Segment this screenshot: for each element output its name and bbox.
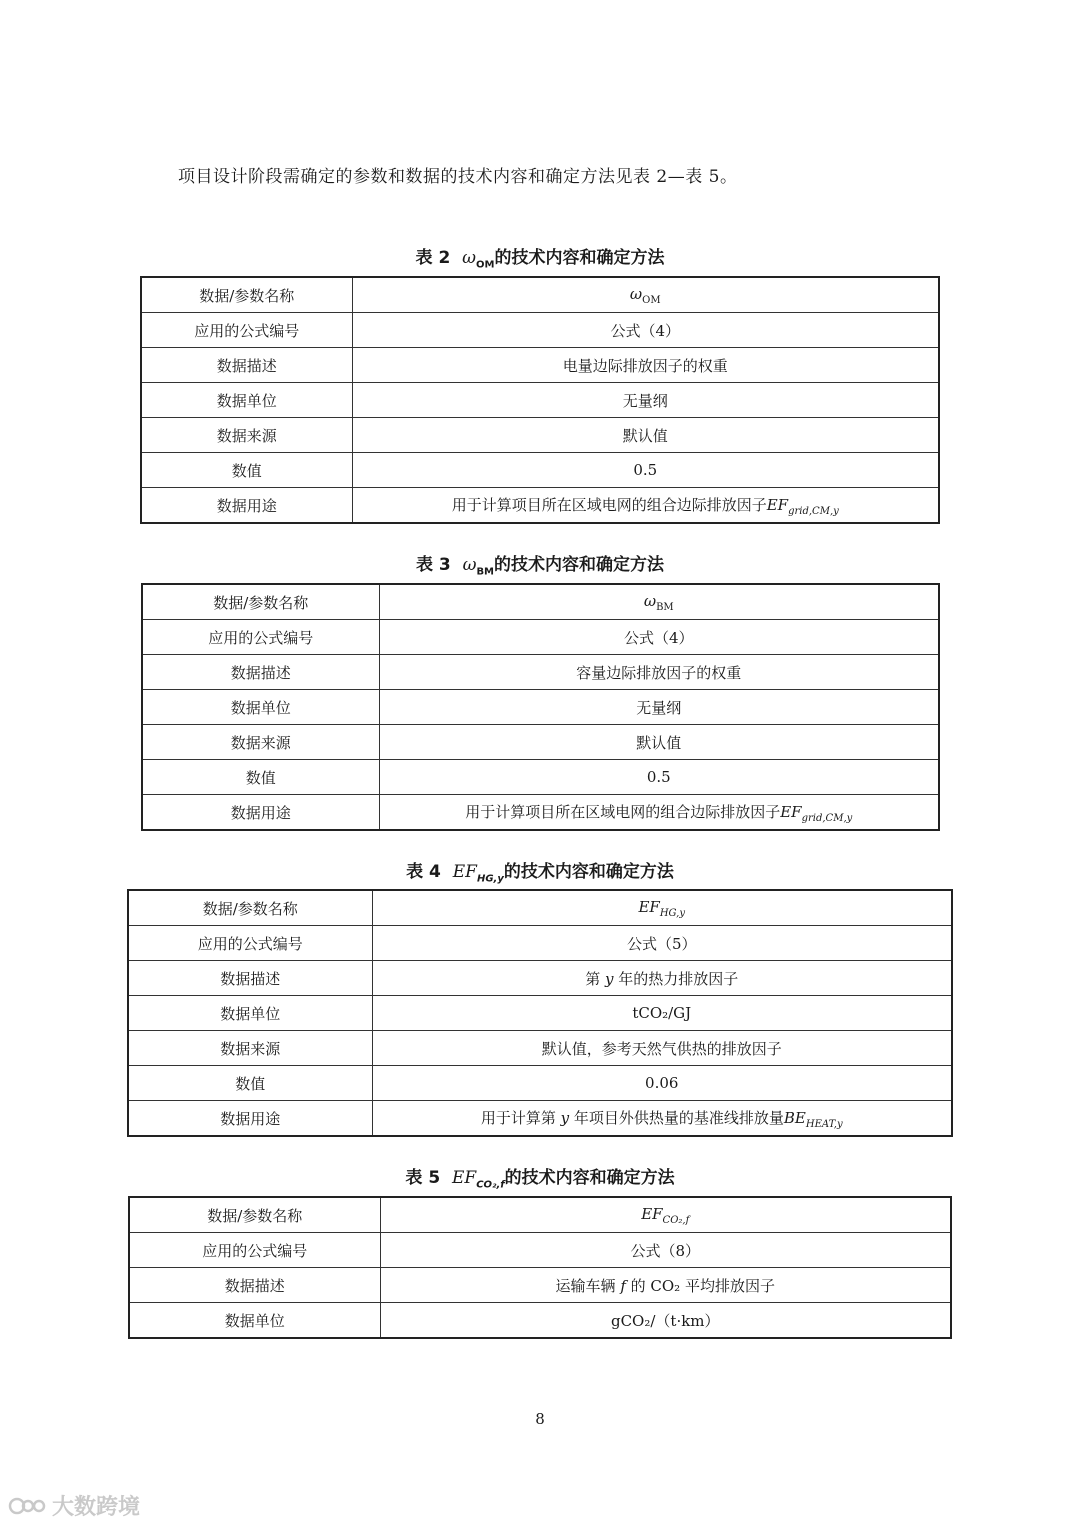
table-row [129,1268,951,1303]
watermark-logo-icon [8,1495,48,1517]
table-row [142,760,939,795]
unit-value: tCO₂/GJ [372,996,952,1031]
usage-value: 用于计算项目所在区域电网的组合边际排放因子$EF_{grid,CM,y}$ [352,488,939,524]
table-row [129,1233,951,1268]
desc-label: 数据描述 [129,1268,380,1303]
table-row [128,961,952,996]
table-3-caption: 表 3 $\omega_{BM}$的技术内容和确定方法 [415,555,665,578]
table-row [141,348,939,383]
value-label: 数值 [142,760,379,795]
usage-label: 数据用途 [142,795,379,831]
value-label: 数值 [141,453,352,488]
formula-value: 公式（5） [372,926,952,961]
desc-value: 运输车辆 f 的 CO₂ 平均排放因子 [380,1268,951,1303]
name-value: $EF_{CO_2,f}$ [380,1197,951,1233]
formula-label: 应用的公式编号 [141,313,352,348]
source-label: 数据来源 [128,1031,372,1066]
formula-label: 应用的公式编号 [128,926,372,961]
name-value: $\omega_{BM}$ [379,584,939,620]
source-value: 默认值 [379,725,939,760]
intro-paragraph: 项目设计阶段需确定的参数和数据的技术内容和确定方法见表 2—表 5。 [178,167,738,187]
usage-value: 用于计算第 y 年项目外供热量的基准线排放量$BE_{HEAT,y}$ [372,1101,952,1137]
name-value: $EF_{HG,y}$ [372,890,952,926]
table-row [128,996,952,1031]
table-row [141,277,939,313]
table-row [142,690,939,725]
table-row [129,1197,951,1233]
table-row [128,926,952,961]
table-row [142,655,939,690]
desc-value: 电量边际排放因子的权重 [352,348,939,383]
table-row [141,453,939,488]
table-row [128,1101,952,1137]
usage-label: 数据用途 [128,1101,372,1137]
table-row [142,620,939,655]
table-4 [127,889,953,1137]
page-number: 8 [535,1410,545,1428]
value-value: 0.5 [352,453,939,488]
name-label: 数据/参数名称 [128,890,372,926]
unit-value: 无量纲 [352,383,939,418]
value-value: 0.5 [379,760,939,795]
name-label: 数据/参数名称 [142,584,379,620]
unit-label: 数据单位 [141,383,352,418]
unit-label: 数据单位 [128,996,372,1031]
table-row [141,313,939,348]
unit-value: gCO₂/（t·km） [380,1303,951,1339]
table-5-caption: 表 5 $EF_{CO_2,f}$的技术内容和确定方法 [405,1168,675,1191]
table-row [128,890,952,926]
unit-value: 无量纲 [379,690,939,725]
unit-label: 数据单位 [129,1303,380,1339]
formula-label: 应用的公式编号 [142,620,379,655]
source-label: 数据来源 [142,725,379,760]
desc-value: 第 y 年的热力排放因子 [372,961,952,996]
source-value: 默认值 [352,418,939,453]
table-row [141,418,939,453]
value-value: 0.06 [372,1066,952,1101]
table-row [141,383,939,418]
watermark-text: 大数跨境 [52,1495,141,1520]
table-5 [128,1196,952,1339]
formula-label: 应用的公式编号 [129,1233,380,1268]
name-label: 数据/参数名称 [141,277,352,313]
usage-label: 数据用途 [141,488,352,524]
desc-label: 数据描述 [142,655,379,690]
table-row [141,488,939,524]
source-value: 默认值，参考天然气供热的排放因子 [372,1031,952,1066]
value-label: 数值 [128,1066,372,1101]
watermark [8,1490,140,1521]
table-row [128,1031,952,1066]
formula-value: 公式（4） [379,620,939,655]
name-value: $\omega_{OM}$ [352,277,939,313]
unit-label: 数据单位 [142,690,379,725]
table-row [142,584,939,620]
usage-value: 用于计算项目所在区域电网的组合边际排放因子$EF_{grid,CM,y}$ [379,795,939,831]
table-row [129,1303,951,1339]
desc-value: 容量边际排放因子的权重 [379,655,939,690]
table-row [142,795,939,831]
formula-value: 公式（4） [352,313,939,348]
table-row [142,725,939,760]
desc-label: 数据描述 [141,348,352,383]
table-2-caption: 表 2 $\omega_{OM}$的技术内容和确定方法 [415,248,665,271]
source-label: 数据来源 [141,418,352,453]
table-2 [140,276,940,524]
table-row [128,1066,952,1101]
table-4-caption: 表 4 $EF_{HG,y}$的技术内容和确定方法 [406,862,674,885]
desc-label: 数据描述 [128,961,372,996]
formula-value: 公式（8） [380,1233,951,1268]
name-label: 数据/参数名称 [129,1197,380,1233]
table-3 [141,583,940,831]
